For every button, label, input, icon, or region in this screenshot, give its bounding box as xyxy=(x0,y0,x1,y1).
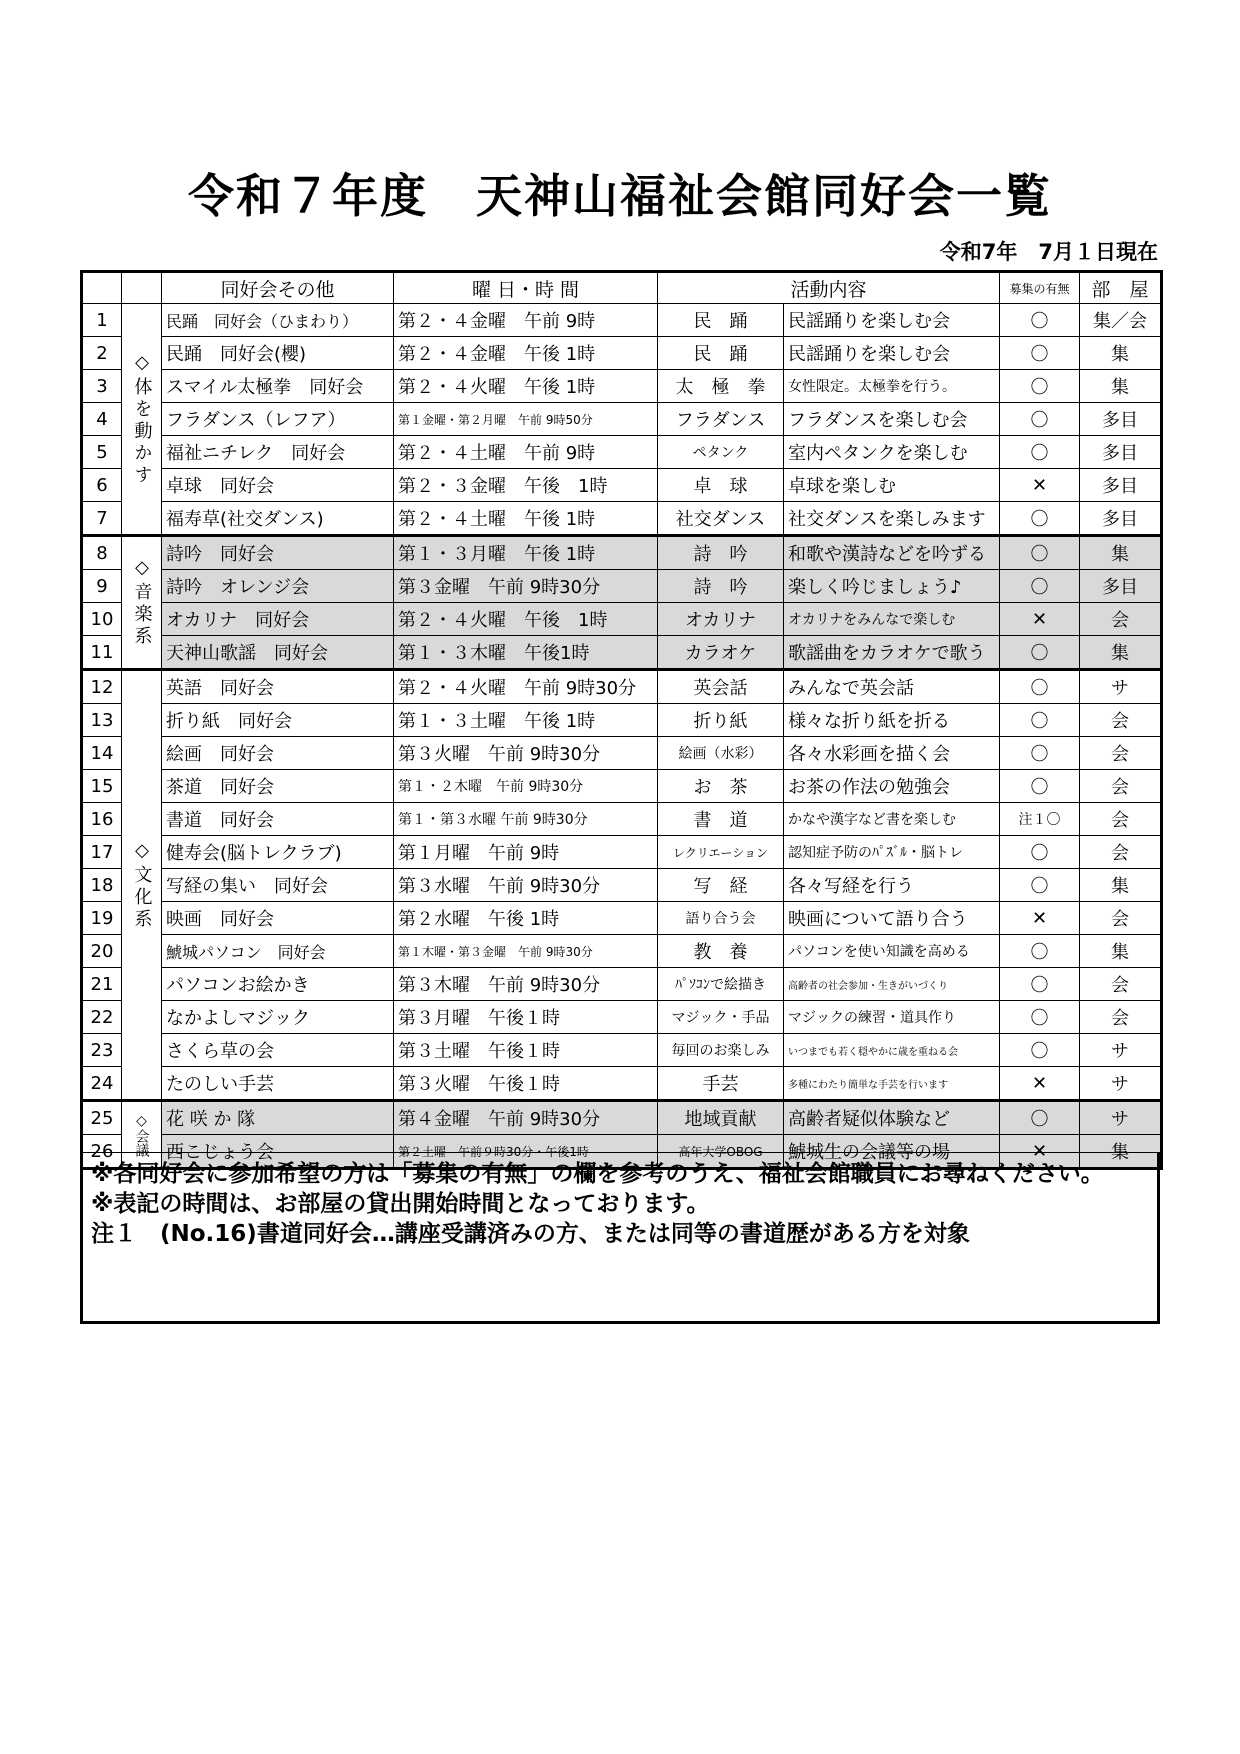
club-activity: 語り合う会 xyxy=(658,902,784,935)
table-row xyxy=(82,1034,1162,1067)
row-number: 2 xyxy=(82,337,122,370)
club-name: 書道 同好会 xyxy=(162,803,394,836)
club-activity: オカリナ xyxy=(658,603,784,636)
club-name: 写経の集い 同好会 xyxy=(162,869,394,902)
recruit-status: 〇 xyxy=(1000,836,1080,869)
category-meeting: ◇会議 xyxy=(122,1101,162,1169)
club-activity: 高年大学OBOG xyxy=(658,1135,784,1169)
recruit-status: 〇 xyxy=(1000,770,1080,803)
recruit-status: ✕ xyxy=(1000,1067,1080,1101)
room: 会 xyxy=(1080,1001,1162,1034)
recruit-status: 〇 xyxy=(1000,1101,1080,1135)
table-row xyxy=(82,304,1162,337)
recruit-status: 〇 xyxy=(1000,1001,1080,1034)
club-time: 第２・４火曜 午後 1時 xyxy=(394,370,658,403)
header-category xyxy=(122,272,162,304)
club-description: フラダンスを楽しむ会 xyxy=(784,403,1000,436)
club-name: 詩吟 同好会 xyxy=(162,536,394,570)
room: 集 xyxy=(1080,869,1162,902)
header-recruit: 募集の有無 xyxy=(1000,272,1080,304)
club-name: 映画 同好会 xyxy=(162,902,394,935)
room: 多目 xyxy=(1080,570,1162,603)
page-title: 令和７年度 天神山福祉会館同好会一覧 xyxy=(188,169,1052,223)
recruit-status: 〇 xyxy=(1000,636,1080,670)
club-description: 民謡踊りを楽しむ会 xyxy=(784,304,1000,337)
table-row xyxy=(82,1067,1162,1101)
club-name: 健寿会(脳トレクラブ) xyxy=(162,836,394,869)
club-activity: 詩 吟 xyxy=(658,570,784,603)
recruit-status: 〇 xyxy=(1000,869,1080,902)
club-time: 第２・４金曜 午後 1時 xyxy=(394,337,658,370)
as-of-date: 令和7年 7月１日現在 xyxy=(939,240,1158,264)
row-number: 17 xyxy=(82,836,122,869)
recruit-status: 〇 xyxy=(1000,1034,1080,1067)
club-activity: 太 極 拳 xyxy=(658,370,784,403)
table-header-row xyxy=(82,272,1162,304)
club-activity: マジック・手品 xyxy=(658,1001,784,1034)
table-row xyxy=(82,770,1162,803)
row-number: 15 xyxy=(82,770,122,803)
header-room: 部 屋 xyxy=(1080,272,1162,304)
club-name: 英語 同好会 xyxy=(162,670,394,704)
club-time: 第１木曜・第３金曜 午前 9時30分 xyxy=(394,935,658,968)
row-number: 12 xyxy=(82,670,122,704)
table-row xyxy=(82,670,1162,704)
recruit-status: ✕ xyxy=(1000,902,1080,935)
room: 会 xyxy=(1080,836,1162,869)
room: 会 xyxy=(1080,902,1162,935)
recruit-status: ✕ xyxy=(1000,603,1080,636)
club-description: 歌謡曲をカラオケで歌う xyxy=(784,636,1000,670)
club-activity: フラダンス xyxy=(658,403,784,436)
recruit-status: 〇 xyxy=(1000,737,1080,770)
room: サ xyxy=(1080,1101,1162,1135)
club-activity: 地域貢献 xyxy=(658,1101,784,1135)
row-number: 23 xyxy=(82,1034,122,1067)
room: 集 xyxy=(1080,636,1162,670)
row-number: 25 xyxy=(82,1101,122,1135)
recruit-status: ✕ xyxy=(1000,1135,1080,1169)
club-activity: ﾊﾟｿｺﾝで絵描き xyxy=(658,968,784,1001)
table-row xyxy=(82,704,1162,737)
club-description: 認知症予防のﾊﾟｽﾞﾙ・脳トレ xyxy=(784,836,1000,869)
note-item: 注１ (No.16)書道同好会…講座受講済みの方、または同等の書道歴がある方を対象 xyxy=(91,1221,970,1247)
row-number: 1 xyxy=(82,304,122,337)
row-number: 8 xyxy=(82,536,122,570)
note-item: ※各同好会に参加希望の方は「募集の有無」の欄を参考のうえ、福祉会館職員にお尋ねください。 xyxy=(91,1161,1104,1187)
club-description: 女性限定。太極拳を行う。 xyxy=(784,370,1000,403)
club-time: 第２・３金曜 午後 1時 xyxy=(394,469,658,502)
club-description: 各々水彩画を描く会 xyxy=(784,737,1000,770)
club-time: 第１・第３水曜 午前 9時30分 xyxy=(394,803,658,836)
row-number: 5 xyxy=(82,436,122,469)
club-time: 第２・４火曜 午後 1時 xyxy=(394,603,658,636)
table-row xyxy=(82,603,1162,636)
club-name: フラダンス（レフア） xyxy=(162,403,394,436)
club-name: 福祉ニチレク 同好会 xyxy=(162,436,394,469)
room: 会 xyxy=(1080,737,1162,770)
row-number: 9 xyxy=(82,570,122,603)
club-name: 西こじょう会 xyxy=(162,1135,394,1169)
table-row xyxy=(82,1101,1162,1135)
room: サ xyxy=(1080,670,1162,704)
club-time: 第３火曜 午前 9時30分 xyxy=(394,737,658,770)
table-row xyxy=(82,869,1162,902)
club-time: 第３火曜 午後１時 xyxy=(394,1067,658,1101)
recruit-status: 〇 xyxy=(1000,436,1080,469)
club-name: 鯱城パソコン 同好会 xyxy=(162,935,394,968)
club-time: 第３金曜 午前 9時30分 xyxy=(394,570,658,603)
club-time: 第１・２木曜 午前 9時30分 xyxy=(394,770,658,803)
club-name: 詩吟 オレンジ会 xyxy=(162,570,394,603)
room: 集 xyxy=(1080,536,1162,570)
table-row xyxy=(82,337,1162,370)
recruit-status: 〇 xyxy=(1000,502,1080,536)
row-number: 10 xyxy=(82,603,122,636)
club-description: 映画について語り合う xyxy=(784,902,1000,935)
room: 集 xyxy=(1080,935,1162,968)
room: 会 xyxy=(1080,603,1162,636)
club-description: 楽しく吟じましょう♪ xyxy=(784,570,1000,603)
club-time: 第１・３木曜 午後1時 xyxy=(394,636,658,670)
club-name: 天神山歌謡 同好会 xyxy=(162,636,394,670)
header-activity: 活動内容 xyxy=(658,272,1000,304)
club-activity: カラオケ xyxy=(658,636,784,670)
club-activity: 英会話 xyxy=(658,670,784,704)
row-number: 7 xyxy=(82,502,122,536)
club-time: 第３土曜 午後１時 xyxy=(394,1034,658,1067)
category-body: ◇体を動かす xyxy=(122,304,162,536)
club-table xyxy=(80,270,1163,1170)
recruit-status: 〇 xyxy=(1000,670,1080,704)
club-description: みんなで英会話 xyxy=(784,670,1000,704)
club-time: 第２水曜 午後 1時 xyxy=(394,902,658,935)
club-time: 第２・４火曜 午前 9時30分 xyxy=(394,670,658,704)
table-row xyxy=(82,403,1162,436)
row-number: 26 xyxy=(82,1135,122,1169)
table-row xyxy=(82,536,1162,570)
club-activity: レクリエーション xyxy=(658,836,784,869)
table-row xyxy=(82,502,1162,536)
club-name: 福寿草(社交ダンス) xyxy=(162,502,394,536)
club-time: 第１月曜 午前 9時 xyxy=(394,836,658,869)
room: サ xyxy=(1080,1034,1162,1067)
club-description: マジックの練習・道具作り xyxy=(784,1001,1000,1034)
club-time: 第２・４土曜 午後 1時 xyxy=(394,502,658,536)
category-culture: ◇文化系 xyxy=(122,670,162,1101)
club-activity: 教 養 xyxy=(658,935,784,968)
club-activity: 写 経 xyxy=(658,869,784,902)
club-description: 鯱城生の会議等の場 xyxy=(784,1135,1000,1169)
row-number: 20 xyxy=(82,935,122,968)
club-description: 高齢者の社会参加・生きがいづくり xyxy=(784,968,1000,1001)
table-row xyxy=(82,968,1162,1001)
club-time: 第３水曜 午前 9時30分 xyxy=(394,869,658,902)
club-description: パソコンを使い知識を高める xyxy=(784,935,1000,968)
room: 集／会 xyxy=(1080,304,1162,337)
table-row xyxy=(82,436,1162,469)
room: 会 xyxy=(1080,770,1162,803)
room: 集 xyxy=(1080,337,1162,370)
room: 集 xyxy=(1080,1135,1162,1169)
club-name: パソコンお絵かき xyxy=(162,968,394,1001)
room: サ xyxy=(1080,1067,1162,1101)
club-time: 第１・３土曜 午後 1時 xyxy=(394,704,658,737)
row-number: 22 xyxy=(82,1001,122,1034)
club-description: オカリナをみんなで楽しむ xyxy=(784,603,1000,636)
table-row xyxy=(82,902,1162,935)
club-description: 卓球を楽しむ xyxy=(784,469,1000,502)
club-time: 第２土曜 午前９時30分・午後1時 xyxy=(394,1135,658,1169)
room: 会 xyxy=(1080,704,1162,737)
recruit-status: 〇 xyxy=(1000,403,1080,436)
table-row xyxy=(82,636,1162,670)
club-description: 様々な折り紙を折る xyxy=(784,704,1000,737)
table-row xyxy=(82,1001,1162,1034)
recruit-status: 〇 xyxy=(1000,570,1080,603)
club-time: 第４金曜 午前 9時30分 xyxy=(394,1101,658,1135)
club-description: 民謡踊りを楽しむ会 xyxy=(784,337,1000,370)
notes-box xyxy=(80,1152,1160,1324)
club-description: 室内ペタンクを楽しむ xyxy=(784,436,1000,469)
room: 多目 xyxy=(1080,469,1162,502)
table-row xyxy=(82,836,1162,869)
room: 会 xyxy=(1080,968,1162,1001)
club-description: 和歌や漢詩などを吟ずる xyxy=(784,536,1000,570)
club-name: 民踊 同好会(櫻) xyxy=(162,337,394,370)
row-number: 16 xyxy=(82,803,122,836)
club-description: かなや漢字など書を楽しむ xyxy=(784,803,1000,836)
recruit-status: ✕ xyxy=(1000,469,1080,502)
club-name: 民踊 同好会（ひまわり） xyxy=(162,304,394,337)
row-number: 11 xyxy=(82,636,122,670)
row-number: 18 xyxy=(82,869,122,902)
club-description: いつまでも若く穏やかに歳を重ねる会 xyxy=(784,1034,1000,1067)
club-description: お茶の作法の勉強会 xyxy=(784,770,1000,803)
club-name: スマイル太極拳 同好会 xyxy=(162,370,394,403)
recruit-status: 〇 xyxy=(1000,370,1080,403)
club-name: 折り紙 同好会 xyxy=(162,704,394,737)
table-row xyxy=(82,803,1162,836)
row-number: 24 xyxy=(82,1067,122,1101)
club-name: さくら草の会 xyxy=(162,1034,394,1067)
table-row xyxy=(82,469,1162,502)
club-activity: 卓 球 xyxy=(658,469,784,502)
recruit-status: 〇 xyxy=(1000,536,1080,570)
club-description: 多種にわたり簡単な手芸を行います xyxy=(784,1067,1000,1101)
table-row xyxy=(82,570,1162,603)
club-activity: 折り紙 xyxy=(658,704,784,737)
club-activity: 社交ダンス xyxy=(658,502,784,536)
club-activity: 詩 吟 xyxy=(658,536,784,570)
table-row xyxy=(82,370,1162,403)
header-name: 同好会その他 xyxy=(162,272,394,304)
club-activity: 民 踊 xyxy=(658,337,784,370)
table-row xyxy=(82,935,1162,968)
club-name: オカリナ 同好会 xyxy=(162,603,394,636)
row-number: 13 xyxy=(82,704,122,737)
club-activity: 書 道 xyxy=(658,803,784,836)
recruit-status: 〇 xyxy=(1000,304,1080,337)
row-number: 21 xyxy=(82,968,122,1001)
room: 会 xyxy=(1080,803,1162,836)
club-activity: ペタンク xyxy=(658,436,784,469)
row-number: 3 xyxy=(82,370,122,403)
room: 多目 xyxy=(1080,502,1162,536)
club-activity: 手芸 xyxy=(658,1067,784,1101)
recruit-status: 〇 xyxy=(1000,337,1080,370)
row-number: 4 xyxy=(82,403,122,436)
club-description: 各々写経を行う xyxy=(784,869,1000,902)
category-music: ◇音楽系 xyxy=(122,536,162,670)
club-time: 第１・３月曜 午後 1時 xyxy=(394,536,658,570)
club-name: 絵画 同好会 xyxy=(162,737,394,770)
club-time: 第２・４金曜 午前 9時 xyxy=(394,304,658,337)
club-name: 卓球 同好会 xyxy=(162,469,394,502)
club-activity: 民 踊 xyxy=(658,304,784,337)
recruit-status: 〇 xyxy=(1000,968,1080,1001)
club-name: 茶道 同好会 xyxy=(162,770,394,803)
club-name: なかよしマジック xyxy=(162,1001,394,1034)
table-row xyxy=(82,737,1162,770)
note-item: ※表記の時間は、お部屋の貸出開始時間となっております。 xyxy=(91,1191,710,1217)
room: 多目 xyxy=(1080,403,1162,436)
recruit-status: 〇 xyxy=(1000,704,1080,737)
recruit-status: 〇 xyxy=(1000,935,1080,968)
club-description: 社交ダンスを楽しみます xyxy=(784,502,1000,536)
room: 集 xyxy=(1080,370,1162,403)
room: 多目 xyxy=(1080,436,1162,469)
club-description: 高齢者疑似体験など xyxy=(784,1101,1000,1135)
header-no xyxy=(82,272,122,304)
club-activity: 絵画（水彩） xyxy=(658,737,784,770)
club-time: 第３月曜 午後１時 xyxy=(394,1001,658,1034)
row-number: 19 xyxy=(82,902,122,935)
club-name: たのしい手芸 xyxy=(162,1067,394,1101)
club-activity: 毎回のお楽しみ xyxy=(658,1034,784,1067)
club-time: 第２・４土曜 午前 9時 xyxy=(394,436,658,469)
club-activity: お 茶 xyxy=(658,770,784,803)
club-time: 第１金曜・第２月曜 午前 9時50分 xyxy=(394,403,658,436)
row-number: 6 xyxy=(82,469,122,502)
club-name: 花 咲 か 隊 xyxy=(162,1101,394,1135)
recruit-status: 注１〇 xyxy=(1000,803,1080,836)
header-time: 曜 日・時 間 xyxy=(394,272,658,304)
club-time: 第３木曜 午前 9時30分 xyxy=(394,968,658,1001)
row-number: 14 xyxy=(82,737,122,770)
